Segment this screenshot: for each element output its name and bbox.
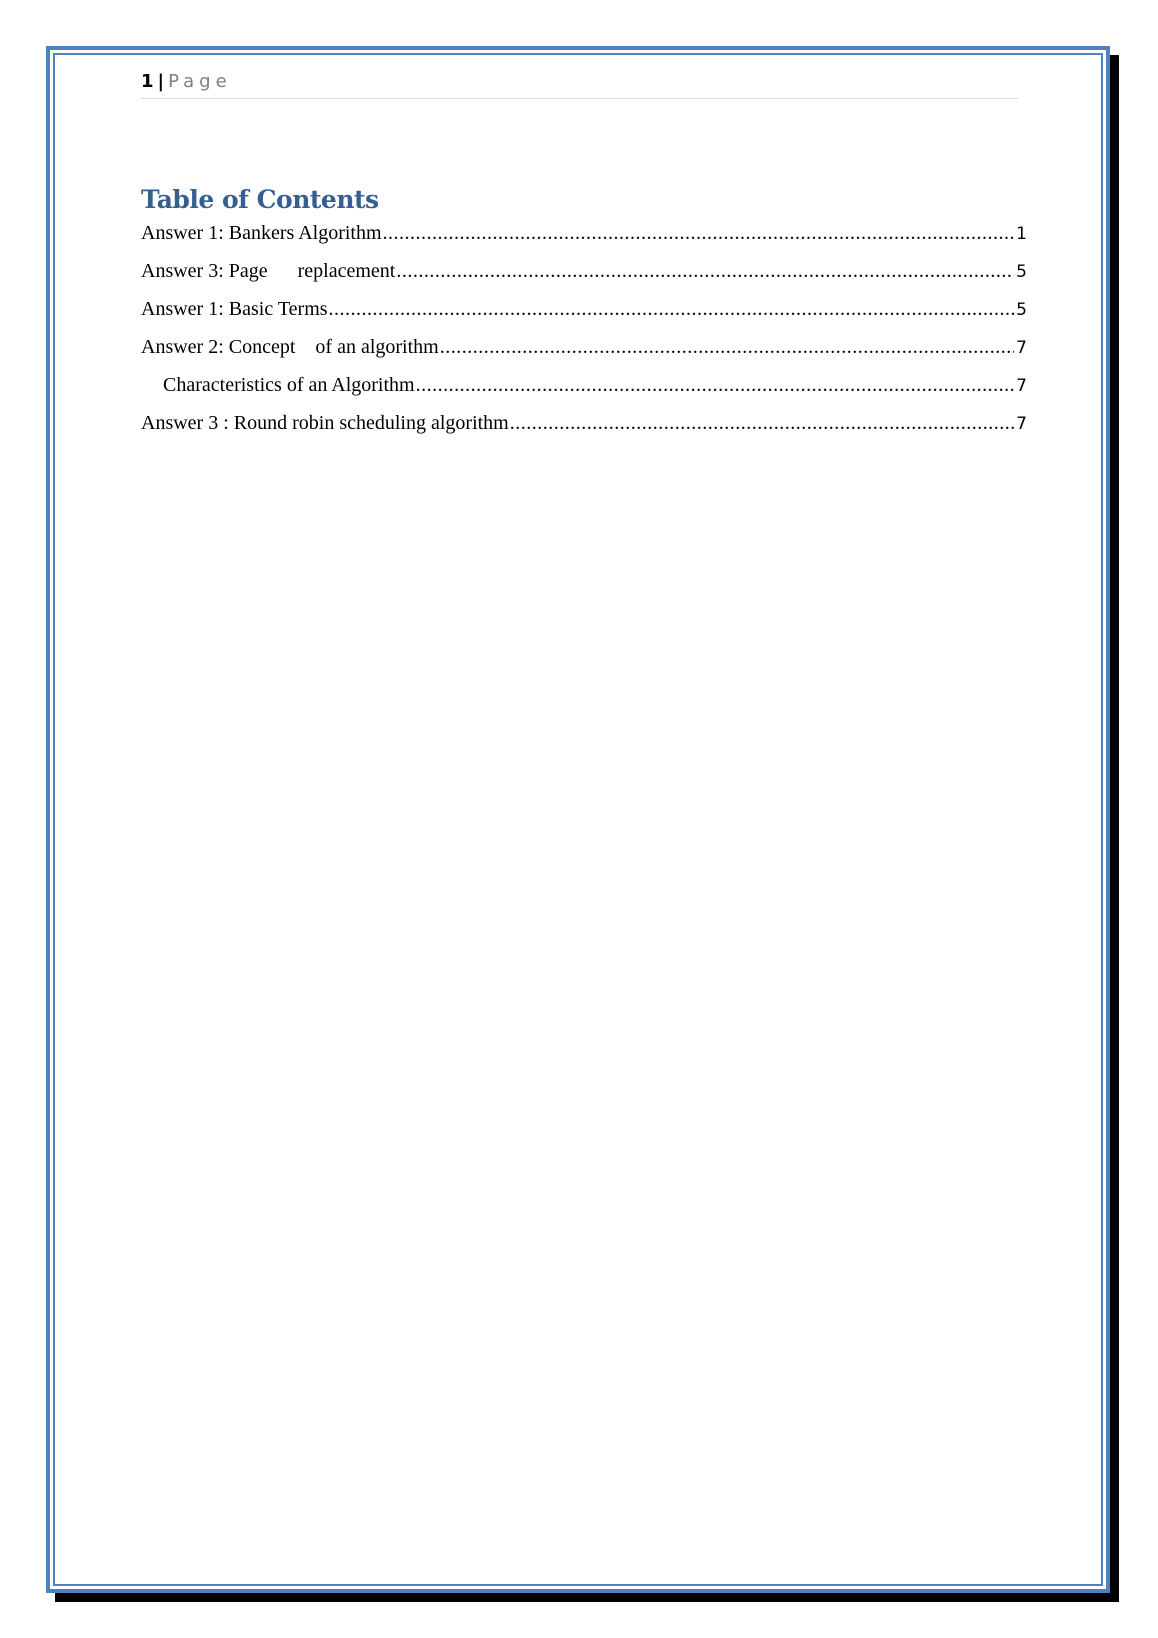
toc-leader-dots <box>383 222 1015 245</box>
toc-entry-label: Answer 1: Basic Terms <box>141 298 328 320</box>
toc-subentry[interactable] <box>141 374 1027 412</box>
toc-entry-label: Answer 3: Page replacement <box>141 260 396 282</box>
toc-entry[interactable] <box>141 336 1027 374</box>
toc-title: Table of Contents <box>141 185 379 214</box>
toc-entry-page: 5 <box>1016 300 1027 320</box>
table-of-contents <box>141 222 1027 450</box>
toc-entry[interactable] <box>141 298 1027 336</box>
toc-leader-dots <box>396 260 1014 283</box>
toc-entry[interactable] <box>141 222 1027 260</box>
toc-leader-dots <box>329 298 1015 321</box>
header-separator: | <box>157 71 165 92</box>
toc-leader-dots <box>416 374 1015 397</box>
toc-entry[interactable] <box>141 260 1027 298</box>
toc-entry[interactable] <box>141 412 1027 450</box>
toc-entry-page: 7 <box>1016 376 1027 396</box>
toc-leader-dots <box>440 336 1014 359</box>
toc-entry-label: Answer 3 : Round robin scheduling algorithm <box>141 412 509 434</box>
toc-leader-dots <box>510 412 1014 435</box>
toc-entry-page: 5 <box>1016 262 1027 282</box>
header-page-word: Page <box>168 71 232 92</box>
toc-entry-page: 7 <box>1016 338 1027 358</box>
toc-entry-label: Characteristics of an Algorithm <box>163 374 415 396</box>
header-page-number: 1 <box>141 71 154 92</box>
toc-entry-page: 1 <box>1016 224 1027 244</box>
toc-entry-page: 7 <box>1016 414 1027 434</box>
toc-entry-label: Answer 2: Concept of an algorithm <box>141 336 439 358</box>
page-header <box>141 68 1018 99</box>
toc-entry-label: Answer 1: Bankers Algorithm <box>141 222 382 244</box>
